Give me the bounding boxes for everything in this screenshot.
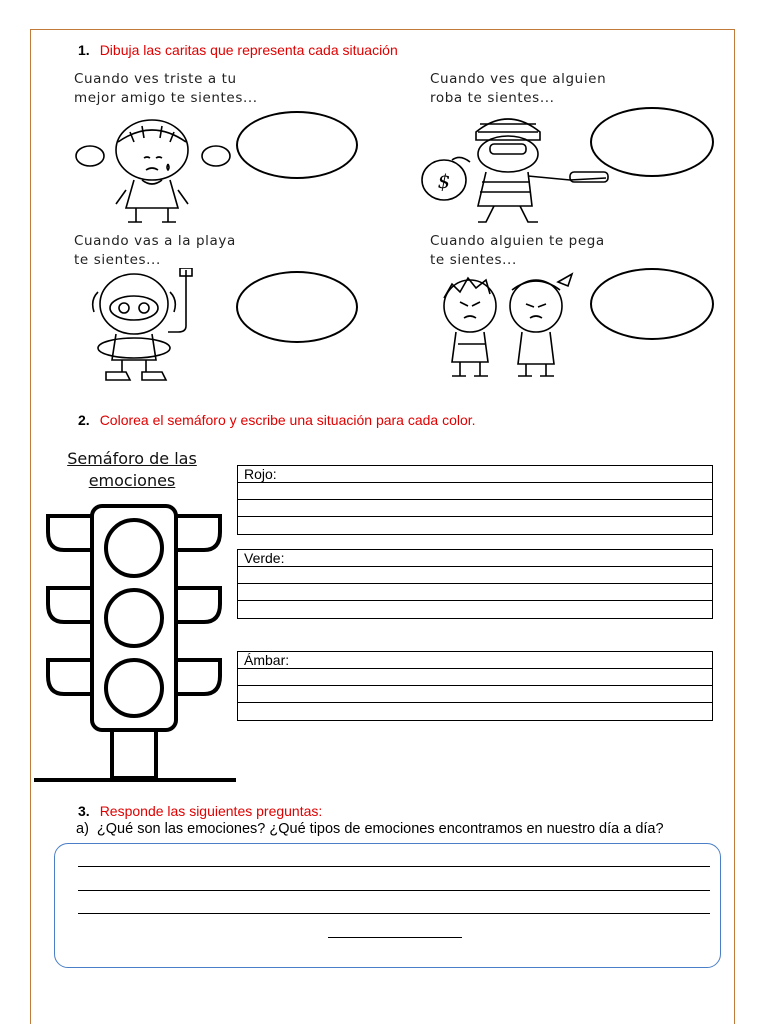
- writing-line[interactable]: [238, 669, 712, 686]
- caption-beach: [74, 232, 236, 270]
- question-1-number: 1.: [78, 42, 90, 58]
- red-label: Rojo:: [238, 466, 712, 483]
- caption-hit: [430, 232, 605, 270]
- answer-box[interactable]: [54, 843, 721, 968]
- question-2-text: Colorea el semáforo y escribe una situación para cada color.: [99, 412, 476, 428]
- face-drawing-circle-4[interactable]: [590, 268, 714, 340]
- angry-kids-illustration: [418, 272, 590, 384]
- caption-line: roba te sientes...: [430, 90, 555, 106]
- writing-line[interactable]: [238, 703, 712, 720]
- face-drawing-circle-3[interactable]: [236, 271, 358, 343]
- question-1-title: [78, 42, 398, 58]
- question-3-title: [78, 803, 322, 819]
- question-1-text: Dibuja las caritas que representa cada situación: [99, 42, 398, 58]
- caption-line: Cuando ves que alguien: [430, 71, 607, 87]
- writing-line[interactable]: [238, 517, 712, 534]
- semaforo-title-line: emociones: [88, 471, 176, 490]
- question-3a-letter: a): [76, 821, 89, 837]
- answer-line[interactable]: [78, 866, 710, 867]
- caption-line: te sientes...: [430, 252, 517, 268]
- answer-line[interactable]: [78, 890, 710, 891]
- traffic-light-illustration[interactable]: [34, 502, 238, 784]
- face-drawing-circle-2[interactable]: [590, 107, 714, 177]
- question-3-text: Responde las siguientes preguntas:: [99, 803, 323, 819]
- question-2-title: [78, 412, 476, 428]
- writing-line[interactable]: [238, 601, 712, 618]
- green-label: Verde:: [238, 550, 712, 567]
- green-situation-box[interactable]: [237, 549, 713, 619]
- semaforo-title: [52, 448, 212, 492]
- answer-line[interactable]: [78, 913, 710, 914]
- question-3-number: 3.: [78, 803, 90, 819]
- caption-theft: [430, 70, 606, 108]
- face-drawing-circle-1[interactable]: [236, 111, 358, 179]
- semaforo-title-line: Semáforo de las: [67, 449, 197, 468]
- caption-line: Cuando vas a la playa: [74, 233, 236, 249]
- sad-girl-illustration: [72, 112, 234, 230]
- amber-label: Ámbar:: [238, 652, 712, 669]
- beach-girl-illustration: [76, 268, 226, 386]
- question-2-number: 2.: [78, 412, 90, 428]
- caption-sad-friend: [74, 70, 258, 108]
- answer-line-short[interactable]: [328, 937, 462, 938]
- writing-line[interactable]: [238, 584, 712, 601]
- writing-line[interactable]: [238, 500, 712, 517]
- caption-line: Cuando alguien te pega: [430, 233, 605, 249]
- writing-line[interactable]: [238, 483, 712, 500]
- dollar-sign: $: [437, 169, 451, 193]
- thief-illustration: [420, 110, 620, 228]
- question-3a-text: ¿Qué son las emociones? ¿Qué tipos de emociones encontramos en nuestro día a día?: [96, 821, 664, 837]
- caption-line: mejor amigo te sientes...: [74, 90, 258, 106]
- red-situation-box[interactable]: [237, 465, 713, 535]
- writing-line[interactable]: [238, 567, 712, 584]
- writing-line[interactable]: [238, 686, 712, 703]
- caption-line: Cuando ves triste a tu: [74, 71, 237, 87]
- amber-situation-box[interactable]: [237, 651, 713, 721]
- question-3a: [76, 821, 664, 837]
- caption-line: te sientes...: [74, 252, 161, 268]
